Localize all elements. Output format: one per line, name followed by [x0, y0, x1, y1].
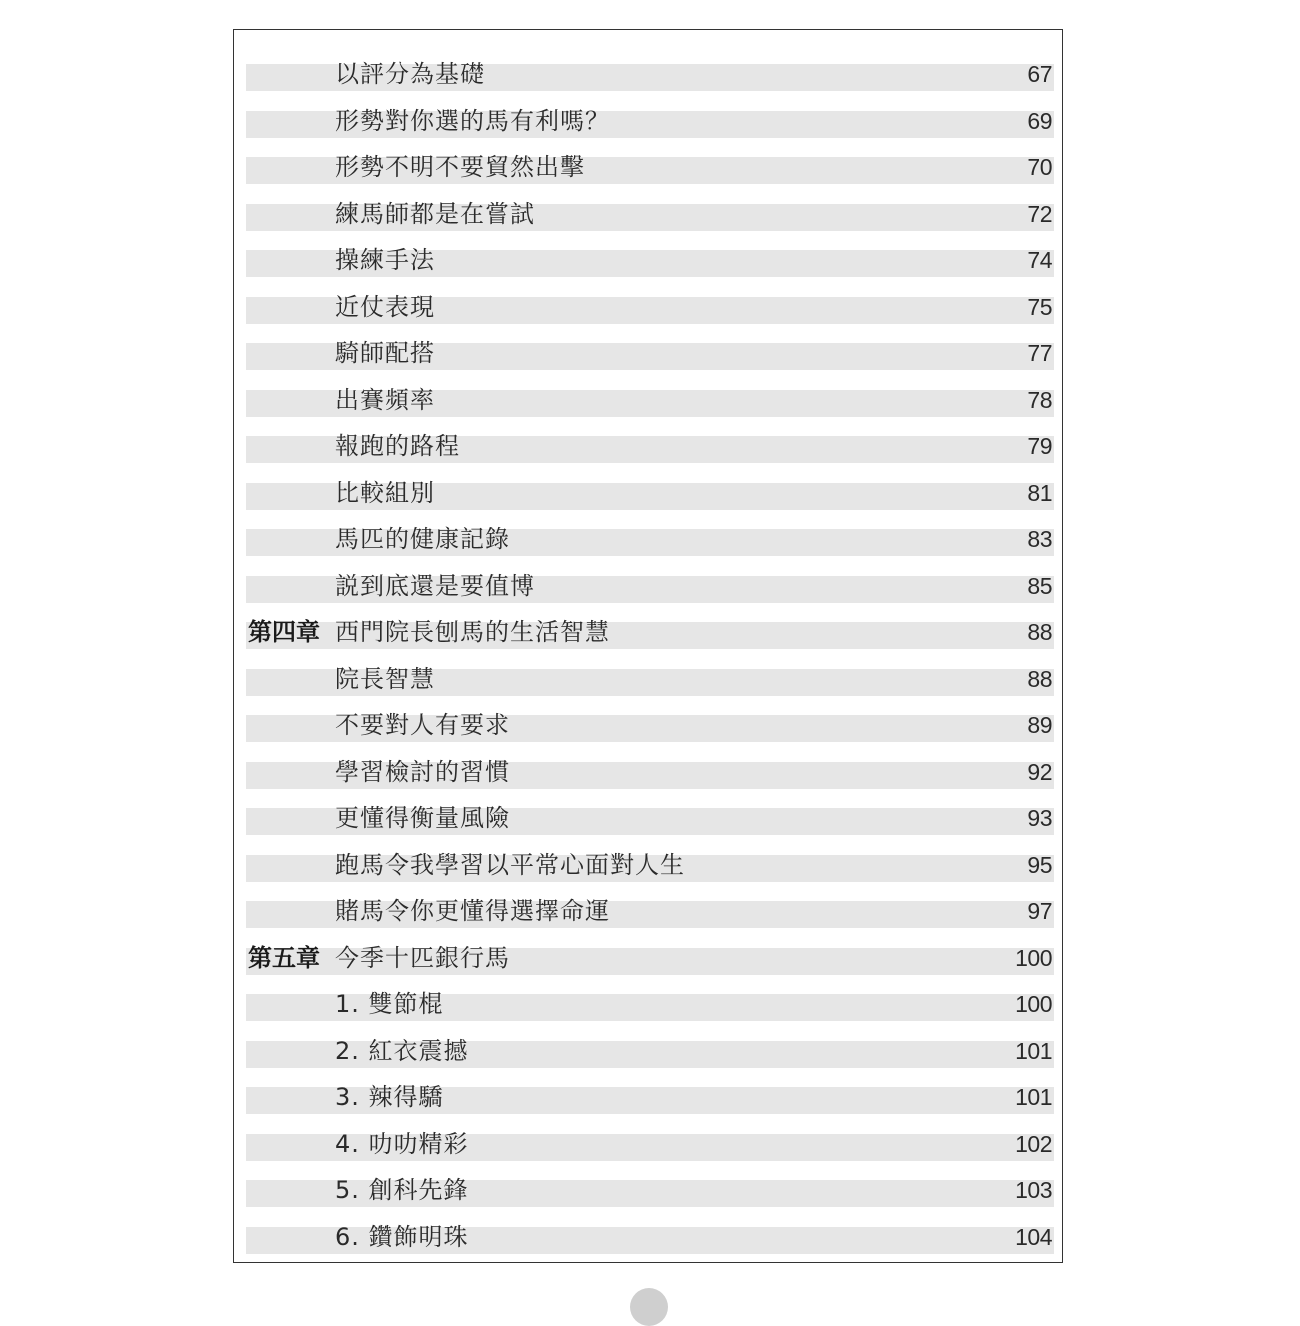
- toc-row[interactable]: [246, 786, 1054, 833]
- toc-chapter-label: 第四章: [248, 618, 320, 646]
- toc-entry-title: 不要對人有要求: [335, 711, 510, 739]
- toc-entry-title: 比較組別: [335, 478, 435, 507]
- toc-row[interactable]: [246, 1158, 1054, 1205]
- toc-entry-title: 6. 鑽飾明珠: [335, 1222, 469, 1251]
- toc-row[interactable]: [246, 42, 1054, 89]
- toc-row[interactable]: [246, 693, 1054, 740]
- toc-row[interactable]: [246, 972, 1054, 1019]
- toc-entry-title: 操練手法: [335, 246, 435, 274]
- toc-page-number: 81: [1027, 479, 1052, 506]
- toc-entry-title: 西門院長刨馬的生活智慧: [335, 618, 610, 646]
- toc-page-number: 85: [1027, 572, 1052, 599]
- toc-page-number: 88: [1027, 665, 1052, 692]
- toc-page-number: 104: [1015, 1223, 1052, 1250]
- toc-row[interactable]: [246, 1112, 1054, 1159]
- toc-page-number: 83: [1027, 526, 1052, 552]
- toc-entry-title: 近仗表現: [335, 292, 435, 321]
- toc-page-number: 101: [1015, 1084, 1052, 1110]
- toc-page-number: 75: [1027, 293, 1052, 320]
- toc-page-number: 101: [1015, 1037, 1052, 1064]
- toc-row[interactable]: [246, 275, 1054, 322]
- page-marker: [630, 1288, 668, 1326]
- toc-chapter-row[interactable]: [246, 600, 1054, 647]
- toc-entry-title: 報跑的路程: [335, 432, 460, 460]
- toc-page-number: 97: [1027, 898, 1052, 924]
- table-of-contents-page: [233, 29, 1063, 1263]
- toc-entry-title: 今季十匹銀行馬: [335, 943, 510, 972]
- toc-page-number: 67: [1027, 61, 1052, 87]
- toc-page-number: 69: [1027, 107, 1052, 134]
- toc-entry-title: 更懂得衡量風險: [335, 804, 510, 832]
- toc-entry-title: 4. 叻叻精彩: [335, 1129, 469, 1158]
- toc-entry-title: 5. 創科先鋒: [335, 1176, 469, 1204]
- toc-page-number: 100: [1015, 944, 1052, 971]
- toc-page-number: 92: [1027, 758, 1052, 785]
- toc-entry-title: 練馬師都是在嘗試: [335, 199, 535, 228]
- toc-entry-title: 2. 紅衣震撼: [335, 1036, 469, 1065]
- toc-page-number: 100: [1015, 991, 1052, 1017]
- toc-row[interactable]: [246, 1065, 1054, 1112]
- toc-row[interactable]: [246, 414, 1054, 461]
- toc-page-number: 74: [1027, 247, 1052, 273]
- toc-row[interactable]: [246, 740, 1054, 787]
- toc-entry-title: 形勢不明不要貿然出擊: [335, 153, 585, 181]
- toc-entry-title: 騎師配搭: [335, 339, 435, 367]
- toc-row[interactable]: [246, 461, 1054, 508]
- toc-entry-title: 形勢對你選的馬有利嗎？: [335, 106, 610, 135]
- toc-entry-title: 賭馬令你更懂得選擇命運: [335, 897, 610, 925]
- toc-entry-title: 出賽頻率: [335, 385, 435, 414]
- toc-row[interactable]: [246, 507, 1054, 554]
- toc-page-number: 70: [1027, 154, 1052, 180]
- toc-entry-title: 1. 雙節棍: [335, 990, 444, 1018]
- toc-page-number: 77: [1027, 340, 1052, 366]
- toc-page-number: 88: [1027, 619, 1052, 645]
- toc-list: [234, 30, 1062, 1262]
- toc-row[interactable]: [246, 89, 1054, 136]
- toc-entry-title: 跑馬令我學習以平常心面對人生: [335, 850, 685, 879]
- toc-row[interactable]: [246, 228, 1054, 275]
- toc-page-number: 72: [1027, 200, 1052, 227]
- toc-row[interactable]: [246, 368, 1054, 415]
- toc-entry-title: 説到底還是要值博: [335, 571, 535, 600]
- toc-page-number: 79: [1027, 433, 1052, 459]
- toc-row[interactable]: [246, 135, 1054, 182]
- toc-row[interactable]: [246, 647, 1054, 694]
- toc-row[interactable]: [246, 554, 1054, 601]
- toc-chapter-row[interactable]: [246, 926, 1054, 973]
- toc-page-number: 95: [1027, 851, 1052, 878]
- toc-page-number: 102: [1015, 1130, 1052, 1157]
- toc-row[interactable]: [246, 1205, 1054, 1252]
- toc-entry-title: 學習檢討的習慣: [335, 757, 510, 786]
- toc-chapter-label: 第五章: [248, 943, 320, 972]
- toc-entry-title: 3. 辣得驕: [335, 1083, 444, 1111]
- toc-entry-title: 院長智慧: [335, 664, 435, 693]
- toc-entry-title: 以評分為基礎: [335, 60, 485, 88]
- toc-row[interactable]: [246, 879, 1054, 926]
- toc-page-number: 78: [1027, 386, 1052, 413]
- toc-page-number: 89: [1027, 712, 1052, 738]
- toc-row[interactable]: [246, 182, 1054, 229]
- toc-row[interactable]: [246, 833, 1054, 880]
- toc-row[interactable]: [246, 1019, 1054, 1066]
- toc-entry-title: 馬匹的健康記錄: [335, 525, 510, 553]
- toc-page-number: 103: [1015, 1177, 1052, 1203]
- toc-row[interactable]: [246, 321, 1054, 368]
- toc-page-number: 93: [1027, 805, 1052, 831]
